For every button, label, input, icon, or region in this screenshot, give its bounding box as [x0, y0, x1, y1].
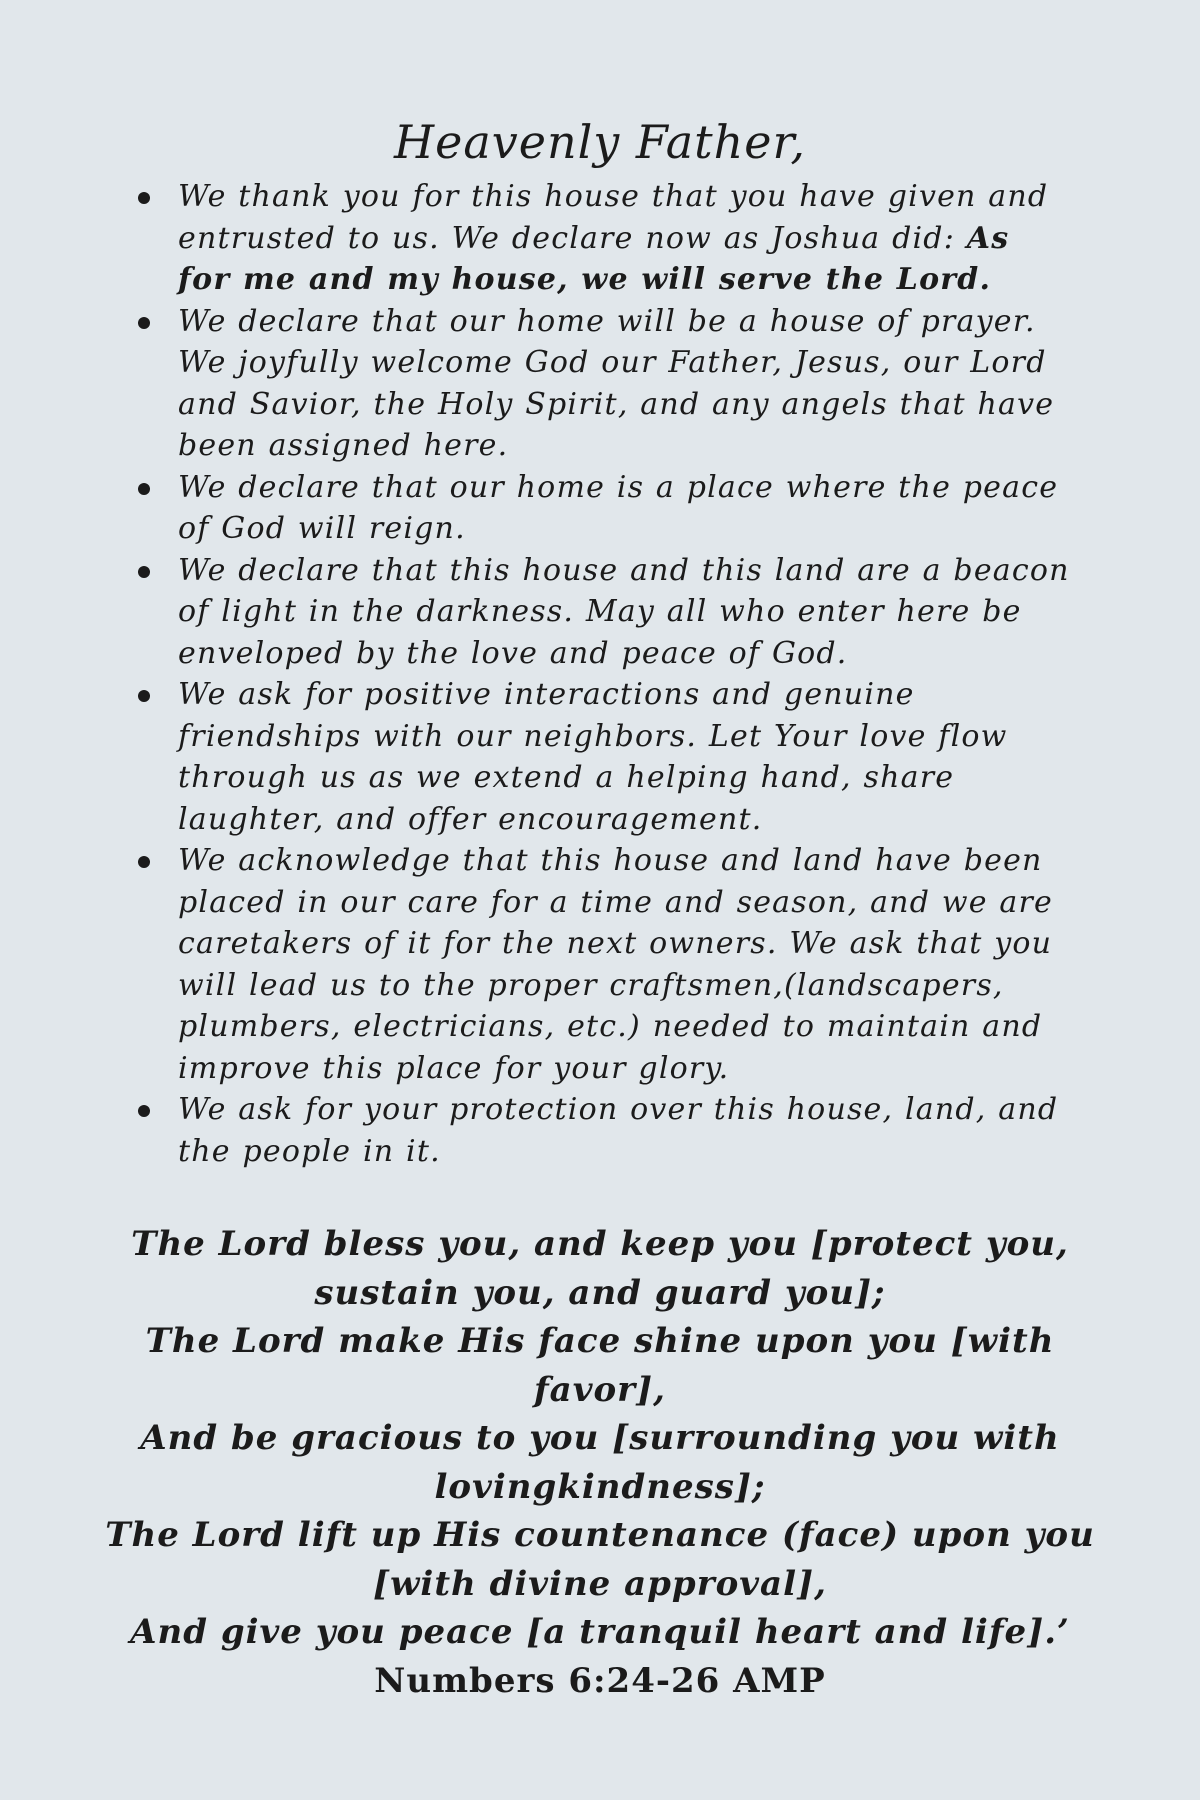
prayer-item [130, 840, 1070, 1089]
prayer-list [130, 176, 1070, 1172]
prayer-item-bold-text: As for me and my house, we will serve the Lord. [178, 220, 1010, 297]
prayer-item-text: We ask for your protection over this house, land, and the people in it. [178, 1092, 1059, 1169]
bullet-icon [138, 192, 150, 204]
prayer-item-text: We acknowledge that this house and land have been placed in our care for a time and season, and we are caretakers of it for the next owners. We ask that you will lead us to the proper craftsmen,(landscapers, plumbers, electricians, etc.) needed to maintain and improve this place for your glory. [178, 843, 1053, 1086]
bullet-icon [138, 317, 150, 329]
blessing-line: And be gracious to you [surrounding you with lovingkindness]; [140, 1418, 1060, 1507]
bullet-icon [138, 1105, 150, 1117]
prayer-item [130, 550, 1070, 675]
prayer-item-text: We declare that this house and this land are a beacon of light in the darkness. May all who enter here be enveloped by the love and peace of God. [178, 552, 1070, 671]
prayer-item [130, 674, 1070, 840]
bullet-icon [138, 483, 150, 495]
blessing-verse [100, 1220, 1100, 1705]
prayer-item [130, 467, 1070, 550]
bullet-icon [138, 690, 150, 702]
scripture-reference: Numbers 6:24-26 AMP [374, 1660, 826, 1701]
prayer-title: Heavenly Father, [393, 115, 807, 169]
prayer-item [130, 301, 1070, 467]
prayer-item [130, 1089, 1070, 1172]
prayer-item-text: We ask for positive interactions and genuine friendships with our neighbors. Let Your love flow through us as we extend a helping hand, share laughter, and offer encouragement. [178, 677, 1008, 837]
bullet-icon [138, 856, 150, 868]
blessing-line: The Lord bless you, and keep you [protect you, sustain you, and guard you]; [131, 1224, 1069, 1313]
bullet-icon [138, 566, 150, 578]
prayer-item [130, 176, 1070, 301]
blessing-line: And give you peace [a tranquil heart and life].’ [130, 1612, 1070, 1652]
prayer-item-text: We thank you for this house that you have given and entrusted to us. We declare now as Joshua did: [178, 179, 1049, 256]
prayer-item-text: We declare that our home will be a house of prayer. We joyfully welcome God our Father, Jesus, our Lord and Savior, the Holy Spirit, and any angels that have been assigned here. [178, 303, 1055, 463]
blessing-line: The Lord lift up His countenance (face) upon you [with divine approval], [105, 1515, 1095, 1604]
prayer-item-text: We declare that our home is a place where the peace of God will reign. [178, 469, 1059, 546]
blessing-line: The Lord make His face shine upon you [with favor], [145, 1321, 1055, 1410]
